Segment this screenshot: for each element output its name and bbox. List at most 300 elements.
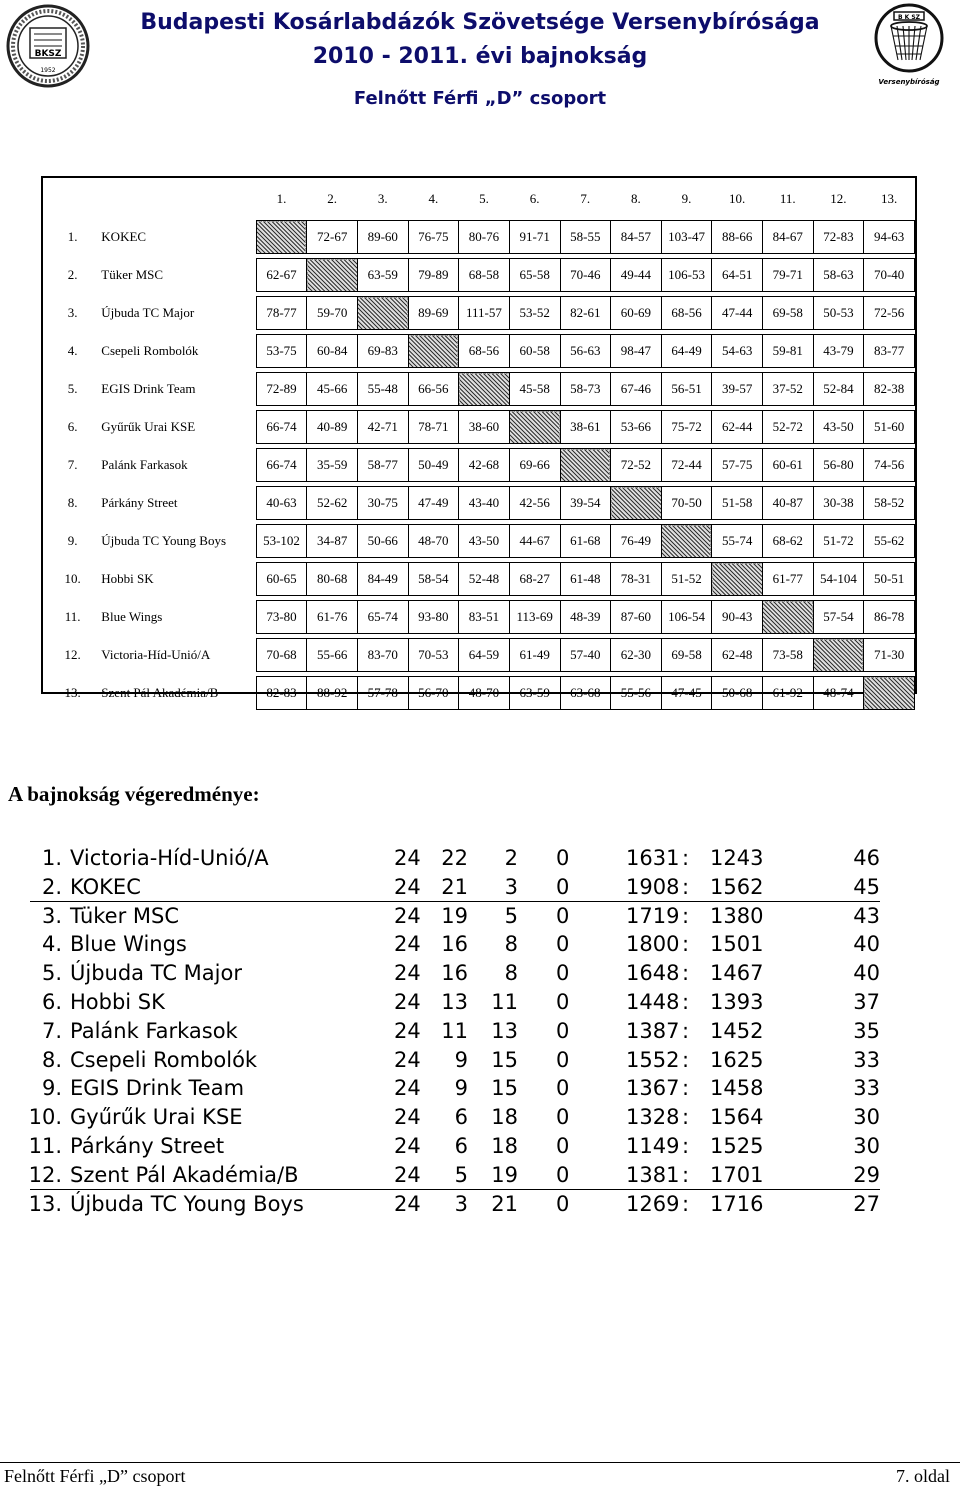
standings-divider: [30, 901, 880, 902]
grid-score-cell: 61-92: [762, 677, 813, 710]
standing-points-for: 1648: [626, 961, 680, 986]
standing-wins: 6: [454, 1105, 468, 1130]
grid-col-header: 8.: [631, 191, 641, 206]
grid-score-cell: 72-89: [256, 373, 307, 406]
grid-diagonal-cell: [459, 373, 510, 406]
score-separator: :: [682, 1191, 690, 1216]
grid-score-cell: 55-48: [357, 373, 408, 406]
standing-points-against: 1716: [710, 1191, 764, 1216]
standing-draws: 0: [556, 1162, 570, 1187]
grid-diagonal-cell: [560, 449, 611, 482]
grid-score-cell: 35-59: [307, 449, 358, 482]
grid-score-cell: 93-80: [408, 601, 459, 634]
standing-points-against: 1458: [710, 1076, 764, 1101]
net-logo-caption: Versenybíróság: [878, 78, 940, 86]
score-separator: :: [682, 961, 690, 986]
final-standings-title: A bajnokság végeredménye:: [8, 782, 260, 806]
grid-score-cell: 54-63: [712, 335, 763, 368]
standing-team: Blue Wings: [70, 932, 187, 957]
grid-score-cell: 82-38: [864, 373, 915, 406]
grid-score-cell: 89-60: [357, 221, 408, 254]
grid-score-cell: 39-54: [560, 487, 611, 520]
grid-score-cell: 59-81: [762, 335, 813, 368]
standing-games: 24: [394, 961, 421, 986]
standing-games: 24: [394, 903, 421, 928]
list-item: [0, 904, 960, 932]
grid-score-cell: 53-52: [509, 297, 560, 330]
grid-score-cell: 72-52: [611, 449, 662, 482]
grid-score-cell: 61-49: [509, 639, 560, 672]
grid-score-cell: 58-52: [864, 487, 915, 520]
standing-wins: 9: [454, 1076, 468, 1101]
standing-rank: 2.: [41, 874, 62, 899]
standing-team: Újbuda TC Young Boys: [70, 1191, 304, 1216]
list-item: [0, 1019, 960, 1047]
standing-wins: 13: [441, 990, 468, 1014]
grid-row-number: 8.: [67, 495, 78, 510]
standing-games: 24: [394, 1018, 421, 1043]
grid-score-cell: 60-58: [509, 335, 560, 368]
group-title: Felnőtt Férfi „D” csoport: [353, 88, 607, 109]
grid-col-header: 2.: [327, 191, 338, 206]
grid-col-header: 13.: [881, 191, 898, 206]
grid-score-cell: 57-40: [560, 639, 611, 672]
standing-points-against: 1243: [710, 846, 764, 870]
standing-points: 27: [853, 1191, 880, 1216]
grid-score-cell: 84-57: [611, 221, 662, 254]
standing-draws: 0: [556, 932, 570, 957]
table-row: [48, 411, 915, 444]
grid-score-cell: 38-60: [459, 411, 510, 444]
standing-points-against: 1393: [710, 990, 764, 1014]
grid-score-cell: 63-59: [357, 259, 408, 292]
standing-team: EGIS Drink Team: [70, 1076, 245, 1101]
standing-points-against: 1625: [710, 1047, 764, 1072]
standing-wins: 21: [441, 874, 468, 899]
standing-points-against: 1525: [710, 1134, 764, 1158]
grid-score-cell: 87-60: [611, 601, 662, 634]
grid-score-cell: 62-44: [712, 411, 763, 444]
grid-score-cell: 42-68: [459, 449, 510, 482]
standing-team: Victoria-Híd-Unió/A: [70, 846, 269, 870]
standing-losses: 8: [504, 961, 518, 986]
grid-score-cell: 64-59: [459, 639, 510, 672]
grid-score-cell: 78-31: [611, 563, 662, 596]
list-item: [0, 875, 960, 903]
score-separator: :: [682, 874, 690, 899]
standing-games: 24: [394, 1076, 421, 1101]
list-item: [0, 990, 960, 1018]
standing-rank: 1.: [41, 846, 62, 870]
standing-points: 45: [853, 874, 880, 899]
standing-rank: 10.: [28, 1105, 62, 1130]
grid-score-cell: 72-83: [813, 221, 864, 254]
grid-score-cell: 45-58: [509, 373, 560, 406]
grid-score-cell: 54-104: [813, 563, 864, 596]
table-row: [48, 639, 915, 672]
grid-score-cell: 53-66: [611, 411, 662, 444]
grid-score-cell: 91-71: [509, 221, 560, 254]
grid-score-cell: 56-63: [560, 335, 611, 368]
standing-games: 24: [394, 874, 421, 899]
grid-score-cell: 106-54: [661, 601, 712, 634]
grid-score-cell: 37-52: [762, 373, 813, 406]
grid-score-cell: 61-68: [560, 525, 611, 558]
standings-divider: [30, 1189, 880, 1190]
grid-score-cell: 57-78: [357, 677, 408, 710]
grid-team-name: Csepeli Rombolók: [101, 343, 199, 358]
grid-score-cell: 60-84: [307, 335, 358, 368]
score-separator: :: [682, 932, 690, 957]
standing-points: 40: [853, 932, 880, 957]
grid-score-cell: 47-44: [712, 297, 763, 330]
grid-score-cell: 64-49: [661, 335, 712, 368]
standing-losses: 18: [491, 1134, 518, 1158]
grid-score-cell: 73-80: [256, 601, 307, 634]
grid-team-name: Gyűrűk Urai KSE: [101, 419, 196, 434]
standing-games: 24: [394, 1047, 421, 1072]
standing-draws: 0: [556, 846, 570, 870]
standing-games: 24: [394, 932, 421, 957]
standing-points-against: 1501: [710, 932, 764, 957]
grid-score-cell: 68-58: [459, 259, 510, 292]
table-row: [48, 221, 915, 254]
grid-score-cell: 79-89: [408, 259, 459, 292]
standing-losses: 15: [491, 1047, 518, 1072]
standing-losses: 2: [504, 846, 518, 870]
list-item: [0, 846, 960, 874]
grid-score-cell: 58-73: [560, 373, 611, 406]
grid-score-cell: 63-59: [509, 677, 560, 710]
grid-score-cell: 49-44: [611, 259, 662, 292]
grid-score-cell: 88-66: [712, 221, 763, 254]
grid-score-cell: 62-30: [611, 639, 662, 672]
svg-text:1952: 1952: [40, 67, 56, 74]
standing-points-against: 1380: [710, 903, 764, 928]
grid-diagonal-cell: [864, 677, 915, 710]
versenybirosag-logo: [868, 2, 950, 88]
grid-score-cell: 67-46: [611, 373, 662, 406]
grid-score-cell: 83-70: [357, 639, 408, 672]
grid-score-cell: 69-66: [509, 449, 560, 482]
grid-score-cell: 80-76: [459, 221, 510, 254]
grid-score-cell: 62-67: [256, 259, 307, 292]
grid-score-cell: 72-56: [864, 297, 915, 330]
net-logo-text: B K SZ: [897, 14, 921, 21]
grid-score-cell: 55-56: [611, 677, 662, 710]
standing-wins: 16: [441, 961, 468, 986]
standing-losses: 21: [491, 1191, 518, 1216]
standing-team: Hobbi SK: [70, 990, 165, 1014]
grid-score-cell: 34-87: [307, 525, 358, 558]
footer-page-number: 7. oldal: [896, 1466, 950, 1486]
grid-header-row: [48, 182, 915, 216]
table-row: [48, 525, 915, 558]
score-separator: :: [682, 1076, 690, 1101]
grid-team-name: Blue Wings: [101, 609, 163, 624]
standing-team: Szent Pál Akadémia/B: [70, 1162, 299, 1187]
table-row: [48, 259, 915, 292]
grid-score-cell: 52-84: [813, 373, 864, 406]
grid-score-cell: 84-49: [357, 563, 408, 596]
grid-diagonal-cell: [307, 259, 358, 292]
footer-group: Felnőtt Férfi „D” csoport: [4, 1466, 186, 1486]
grid-score-cell: 30-75: [357, 487, 408, 520]
standing-rank: 12.: [28, 1162, 62, 1187]
grid-col-header: 3.: [377, 191, 388, 206]
grid-score-cell: 68-27: [509, 563, 560, 596]
grid-score-cell: 63-68: [560, 677, 611, 710]
standing-losses: 5: [504, 903, 518, 928]
grid-score-cell: 48-39: [560, 601, 611, 634]
grid-score-cell: 64-51: [712, 259, 763, 292]
grid-score-cell: 83-51: [459, 601, 510, 634]
list-item: [0, 1048, 960, 1076]
grid-score-cell: 43-50: [813, 411, 864, 444]
standing-points: 43: [853, 903, 880, 928]
standing-losses: 18: [491, 1105, 518, 1130]
grid-score-cell: 47-45: [661, 677, 712, 710]
grid-diagonal-cell: [661, 525, 712, 558]
grid-score-cell: 72-67: [307, 221, 358, 254]
score-separator: :: [682, 846, 690, 870]
standing-points-for: 1387: [626, 1018, 680, 1043]
grid-score-cell: 53-102: [256, 525, 307, 558]
score-separator: :: [682, 1018, 690, 1043]
standing-points: 35: [853, 1018, 880, 1043]
standing-draws: 0: [556, 961, 570, 986]
grid-score-cell: 42-71: [357, 411, 408, 444]
standing-team: Párkány Street: [70, 1134, 225, 1158]
grid-score-cell: 53-75: [256, 335, 307, 368]
standing-wins: 3: [454, 1191, 468, 1216]
standing-points-for: 1367: [626, 1076, 680, 1101]
grid-score-cell: 60-69: [611, 297, 662, 330]
grid-score-cell: 113-69: [509, 601, 560, 634]
standing-points-for: 1908: [626, 874, 680, 899]
grid-score-cell: 50-53: [813, 297, 864, 330]
standing-points-against: 1562: [710, 874, 764, 899]
table-row: [48, 335, 915, 368]
grid-row-number: 9.: [67, 533, 78, 548]
grid-score-cell: 98-47: [611, 335, 662, 368]
grid-score-cell: 72-44: [661, 449, 712, 482]
standing-rank: 9.: [41, 1076, 62, 1101]
grid-score-cell: 39-57: [712, 373, 763, 406]
standing-losses: 3: [504, 874, 518, 899]
standing-points-for: 1800: [626, 932, 680, 957]
score-separator: :: [682, 1047, 690, 1072]
grid-score-cell: 55-66: [307, 639, 358, 672]
grid-team-name: EGIS Drink Team: [101, 381, 196, 396]
grid-score-cell: 50-68: [712, 677, 763, 710]
seal-logo-text: BKSZ: [34, 49, 62, 59]
standing-rank: 5.: [41, 961, 62, 986]
grid-score-cell: 79-71: [762, 259, 813, 292]
grid-score-cell: 44-67: [509, 525, 560, 558]
grid-score-cell: 52-72: [762, 411, 813, 444]
grid-score-cell: 55-74: [712, 525, 763, 558]
standing-team: Csepeli Rombolók: [70, 1047, 258, 1072]
list-item: [0, 1192, 960, 1220]
standing-points-for: 1631: [626, 846, 680, 870]
grid-corner: [48, 182, 97, 216]
score-separator: :: [682, 903, 690, 928]
standing-points-against: 1701: [710, 1162, 764, 1187]
grid-score-cell: 78-77: [256, 297, 307, 330]
grid-score-cell: 68-56: [459, 335, 510, 368]
grid-score-cell: 56-51: [661, 373, 712, 406]
grid-score-cell: 84-67: [762, 221, 813, 254]
grid-score-cell: 40-63: [256, 487, 307, 520]
standing-wins: 5: [454, 1162, 468, 1187]
grid-score-cell: 52-48: [459, 563, 510, 596]
table-row: [48, 563, 915, 596]
standing-wins: 16: [441, 932, 468, 957]
list-item: [0, 1163, 960, 1191]
standing-draws: 0: [556, 1047, 570, 1072]
grid-score-cell: 90-43: [712, 601, 763, 634]
standing-wins: 19: [441, 903, 468, 928]
grid-score-cell: 69-58: [661, 639, 712, 672]
standing-team: Újbuda TC Major: [70, 961, 242, 986]
standing-points: 30: [853, 1134, 880, 1158]
grid-score-cell: 89-69: [408, 297, 459, 330]
results-table: [48, 182, 915, 710]
standing-losses: 15: [491, 1076, 518, 1101]
grid-score-cell: 58-77: [357, 449, 408, 482]
table-row: [48, 487, 915, 520]
grid-score-cell: 52-62: [307, 487, 358, 520]
season-title: 2010 - 2011. évi bajnokság: [312, 44, 648, 69]
standing-points-for: 1719: [626, 903, 680, 928]
grid-score-cell: 70-40: [864, 259, 915, 292]
grid-score-cell: 62-48: [712, 639, 763, 672]
score-separator: :: [682, 1134, 690, 1158]
grid-score-cell: 66-74: [256, 411, 307, 444]
grid-score-cell: 58-63: [813, 259, 864, 292]
grid-diagonal-cell: [712, 563, 763, 596]
grid-score-cell: 43-50: [459, 525, 510, 558]
results-grid: [41, 176, 917, 700]
standing-games: 24: [394, 1191, 421, 1216]
grid-score-cell: 48-70: [408, 525, 459, 558]
grid-col-header: 12.: [830, 191, 847, 206]
standing-wins: 9: [454, 1047, 468, 1072]
grid-diagonal-cell: [762, 601, 813, 634]
grid-score-cell: 57-54: [813, 601, 864, 634]
grid-score-cell: 40-89: [307, 411, 358, 444]
score-separator: :: [682, 1162, 690, 1187]
grid-score-cell: 68-62: [762, 525, 813, 558]
table-row: [48, 601, 915, 634]
grid-score-cell: 40-87: [762, 487, 813, 520]
list-item: [0, 932, 960, 960]
standing-points: 46: [853, 846, 880, 870]
grid-score-cell: 73-58: [762, 639, 813, 672]
grid-score-cell: 47-49: [408, 487, 459, 520]
grid-score-cell: 30-38: [813, 487, 864, 520]
grid-score-cell: 56-70: [408, 677, 459, 710]
standing-draws: 0: [556, 1076, 570, 1101]
grid-score-cell: 58-54: [408, 563, 459, 596]
list-item: [0, 1134, 960, 1162]
grid-score-cell: 43-79: [813, 335, 864, 368]
standing-points: 30: [853, 1105, 880, 1130]
table-row: [48, 449, 915, 482]
standing-points: 33: [853, 1047, 880, 1072]
grid-score-cell: 68-56: [661, 297, 712, 330]
table-row: [48, 373, 915, 406]
standing-points-for: 1381: [626, 1162, 680, 1187]
standing-rank: 13.: [28, 1191, 62, 1216]
standing-team: Palánk Farkasok: [70, 1018, 238, 1043]
grid-score-cell: 103-47: [661, 221, 712, 254]
grid-score-cell: 70-68: [256, 639, 307, 672]
grid-score-cell: 61-77: [762, 563, 813, 596]
standing-losses: 11: [491, 990, 518, 1014]
grid-score-cell: 60-61: [762, 449, 813, 482]
grid-col-header: 1.: [276, 191, 287, 206]
grid-score-cell: 75-72: [661, 411, 712, 444]
grid-row-number: 11.: [64, 609, 81, 624]
grid-score-cell: 55-62: [864, 525, 915, 558]
grid-score-cell: 70-46: [560, 259, 611, 292]
standing-draws: 0: [556, 990, 570, 1014]
grid-row-number: 13.: [64, 685, 81, 700]
grid-diagonal-cell: [357, 297, 408, 330]
grid-team-name: KOKEC: [101, 229, 147, 244]
grid-team-name: Szent Pál Akadémia/B: [101, 685, 219, 700]
grid-row-number: 4.: [67, 343, 78, 358]
grid-col-header: 6.: [529, 191, 540, 206]
standing-wins: 11: [441, 1018, 468, 1043]
grid-score-cell: 69-58: [762, 297, 813, 330]
list-item: [0, 961, 960, 989]
standing-team: Tüker MSC: [70, 903, 180, 928]
standing-points-against: 1452: [710, 1018, 764, 1043]
standing-rank: 4.: [41, 932, 62, 957]
grid-score-cell: 61-76: [307, 601, 358, 634]
standing-rank: 8.: [41, 1047, 62, 1072]
grid-row-number: 12.: [64, 647, 81, 662]
grid-row-number: 3.: [67, 305, 78, 320]
standing-draws: 0: [556, 1018, 570, 1043]
standing-points-for: 1448: [626, 990, 680, 1014]
standing-points-for: 1328: [626, 1105, 680, 1130]
grid-team-name: Újbuda TC Major: [101, 305, 195, 320]
standing-draws: 0: [556, 1105, 570, 1130]
grid-row-number: 10.: [64, 571, 81, 586]
table-row: [48, 297, 915, 330]
score-separator: :: [682, 1105, 690, 1130]
grid-score-cell: 51-60: [864, 411, 915, 444]
grid-col-header: 11.: [779, 191, 796, 206]
grid-diagonal-cell: [611, 487, 662, 520]
grid-team-name: Újbuda TC Young Boys: [101, 533, 227, 548]
standing-losses: 13: [491, 1018, 518, 1043]
grid-row-number: 6.: [67, 419, 78, 434]
grid-team-name: Párkány Street: [101, 495, 178, 510]
grid-score-cell: 74-56: [864, 449, 915, 482]
grid-score-cell: 43-40: [459, 487, 510, 520]
grid-score-cell: 76-49: [611, 525, 662, 558]
grid-score-cell: 51-58: [712, 487, 763, 520]
grid-score-cell: 106-53: [661, 259, 712, 292]
grid-score-cell: 51-52: [661, 563, 712, 596]
grid-score-cell: 56-80: [813, 449, 864, 482]
grid-score-cell: 42-56: [509, 487, 560, 520]
